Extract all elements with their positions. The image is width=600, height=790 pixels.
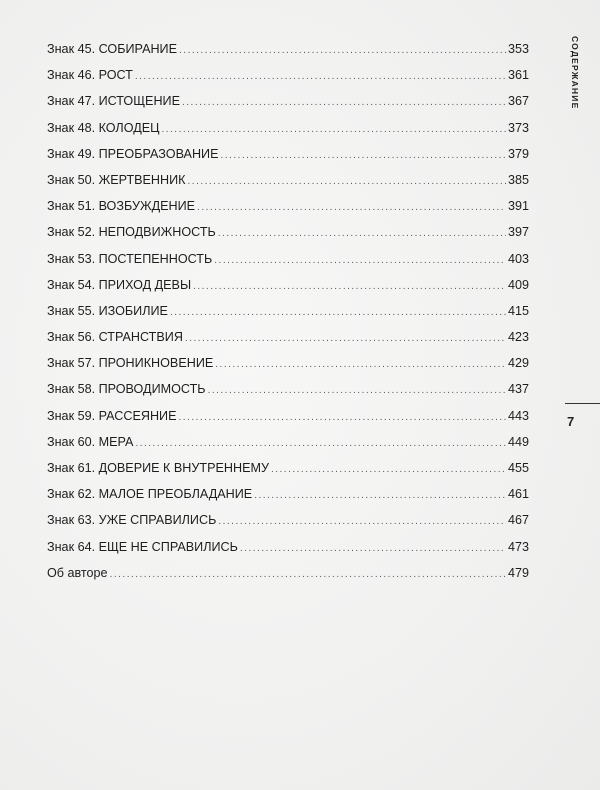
toc-entry: [47, 167, 529, 193]
toc-entry: [47, 62, 529, 88]
toc-entry-page: 429: [507, 356, 529, 371]
toc-entry-title: Знак 58. ПРОВОДИМОСТЬ: [47, 382, 206, 397]
dot-leader: [240, 536, 506, 562]
toc-entry-page: 473: [507, 539, 529, 554]
toc-entry-page: 361: [507, 68, 529, 83]
running-header: СОДЕРЖАНИЕ: [570, 36, 580, 110]
dot-leader: [185, 326, 506, 352]
toc-entry: [47, 403, 529, 429]
toc-entry: [47, 88, 529, 114]
toc-entry: [47, 272, 529, 298]
dot-leader: [179, 405, 506, 431]
toc-entry: [47, 324, 529, 350]
dot-leader: [135, 64, 506, 90]
dot-leader: [215, 352, 506, 378]
toc-entry-title: Знак 64. ЕЩЕ НЕ СПРАВИЛИСЬ: [47, 539, 238, 554]
toc-entry-title: Знак 54. ПРИХОД ДЕВЫ: [47, 277, 192, 292]
toc-entry-title: Знак 51. ВОЗБУЖДЕНИЕ: [47, 199, 196, 214]
dot-leader: [271, 457, 506, 483]
toc-entry-title: Знак 45. СОБИРАНИЕ: [47, 42, 178, 56]
dot-leader: [218, 221, 506, 247]
toc-entry-title: Знак 48. КОЛОДЕЦ: [47, 120, 160, 135]
dot-leader: [161, 117, 506, 143]
page-number: 7: [567, 414, 575, 429]
toc-entry-page: 397: [507, 225, 529, 240]
dot-leader: [193, 274, 506, 300]
toc-entry-title: Знак 63. УЖЕ СПРАВИЛИСЬ: [47, 513, 217, 528]
dot-leader: [218, 509, 506, 535]
dot-leader: [182, 90, 506, 116]
dot-leader: [208, 378, 506, 404]
toc-entry-title: Знак 56. СТРАНСТВИЯ: [47, 330, 183, 345]
toc-entry-page: 385: [507, 172, 529, 187]
toc-entry-page: 367: [507, 94, 529, 109]
toc-entry-title: Знак 61. ДОВЕРИЕ К ВНУТРЕННЕМУ: [47, 461, 269, 475]
toc-entry-page: 391: [507, 199, 529, 214]
toc-entry-title: Знак 60. МЕРА: [47, 434, 134, 449]
toc-entry: [47, 193, 529, 219]
toc-entry-page: 379: [507, 146, 529, 161]
toc-entry-page: 443: [507, 408, 529, 423]
toc-entry-page: 423: [507, 330, 529, 345]
toc-entry-title: Знак 55. ИЗОБИЛИЕ: [47, 303, 168, 318]
toc-entry: [47, 455, 529, 481]
toc-entry: [47, 376, 529, 402]
dot-leader: [135, 431, 506, 457]
toc-entry-page: 449: [507, 434, 529, 449]
toc-entry-page: 437: [507, 382, 529, 397]
toc-entry-page: 467: [507, 513, 529, 528]
toc-entry-title: Знак 59. РАССЕЯНИЕ: [47, 408, 177, 423]
toc-entry: [47, 560, 529, 586]
toc-entry: [47, 350, 529, 376]
toc-entry-title: Об авторе: [47, 565, 108, 580]
dot-leader: [214, 248, 506, 274]
dot-leader: [170, 300, 506, 326]
dot-leader: [197, 195, 506, 221]
toc-entry-page: 415: [507, 303, 529, 318]
toc-entry: [47, 429, 529, 455]
toc-entry-page: 461: [507, 487, 529, 502]
toc-entry: [47, 246, 529, 272]
toc-entry-page: 479: [507, 565, 529, 580]
toc-entry-title: Знак 46. РОСТ: [47, 68, 133, 83]
dot-leader: [254, 483, 506, 509]
toc-entry-title: Знак 53. ПОСТЕПЕННОСТЬ: [47, 251, 213, 266]
toc-entry-title: Знак 47. ИСТОЩЕНИЕ: [47, 94, 180, 109]
toc-entry: [47, 481, 529, 507]
table-of-contents: [47, 36, 529, 586]
toc-entry: [47, 534, 529, 560]
toc-entry-page: 409: [507, 277, 529, 292]
toc-entry-title: Знак 52. НЕПОДВИЖНОСТЬ: [47, 225, 216, 240]
toc-entry-title: Знак 62. МАЛОЕ ПРЕОБЛАДАНИЕ: [47, 487, 253, 502]
dot-leader: [110, 562, 506, 588]
toc-entry-page: 455: [507, 461, 529, 475]
toc-entry: [47, 219, 529, 245]
toc-entry-page: 403: [507, 251, 529, 266]
toc-entry-page: 373: [507, 120, 529, 135]
toc-entry: [47, 507, 529, 533]
toc-entry-title: Знак 49. ПРЕОБРАЗОВАНИЕ: [47, 146, 219, 161]
dot-leader: [179, 38, 506, 64]
toc-entry: [47, 141, 529, 167]
toc-entry-page: 353: [507, 42, 529, 56]
toc-entry-title: Знак 50. ЖЕРТВЕННИК: [47, 172, 186, 187]
toc-entry: [47, 115, 529, 141]
toc-entry: [47, 298, 529, 324]
dot-leader: [221, 143, 506, 169]
dot-leader: [188, 169, 506, 195]
toc-entry: [47, 36, 529, 62]
toc-entry-title: Знак 57. ПРОНИКНОВЕНИЕ: [47, 356, 214, 371]
folio-divider: [565, 403, 600, 404]
